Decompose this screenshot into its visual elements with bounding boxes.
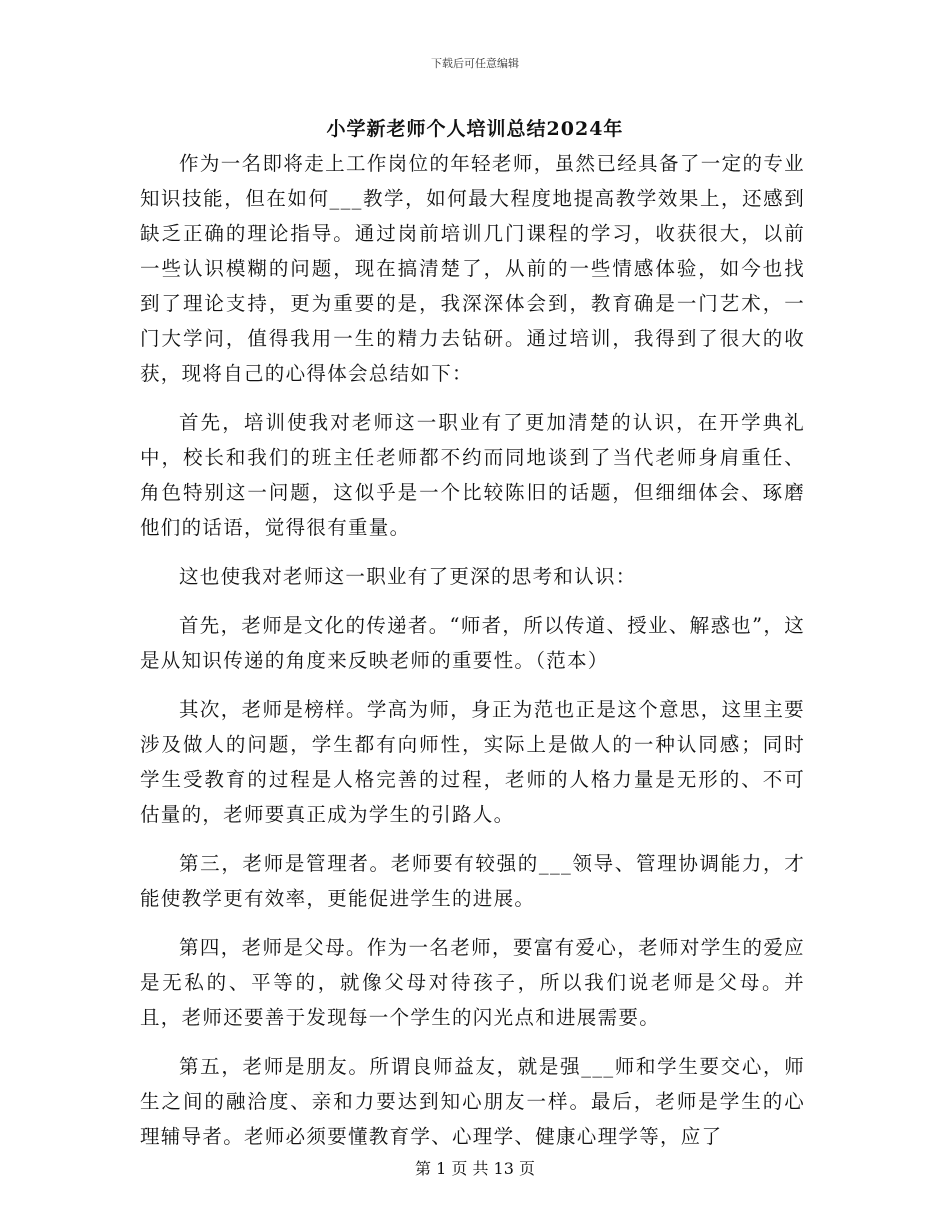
download-note: 下载后可任意编辑 (431, 57, 519, 70)
paragraph-culture-transmitter: 首先，老师是文化的传递者。“师者，所以传道、授业、解惑也”，这是从知识传递的角度来反映老师的重要性。（范本） (140, 614, 805, 672)
document-body (140, 146, 805, 1168)
paragraph-first: 首先，培训使我对老师这一职业有了更加清楚的认识，在开学典礼中，校长和我们的班主任老师都不约而同地谈到了当代老师身肩重任、角色特别这一问题，这似乎是一个比较陈旧的话题，但细细体会、琢磨他们的话语，觉得很有重量。 (140, 411, 805, 539)
paragraph-friend: 第五，老师是朋友。所谓良师益友，就是强___师和学生要交心，师生之间的融洽度、亲和力要达到知心朋友一样。最后，老师是学生的心理辅导者。老师必须要懂教育学、心理学、健康心理学等，应了 (140, 1055, 805, 1148)
paragraph-role-model: 其次，老师是榜样。学高为师，身正为范也正是这个意思，这里主要涉及做人的问题，学生都有向师性，实际上是做人的一种认同感；同时学生受教育的过程是人格完善的过程，老师的人格力量是无形的、不可估量的，老师要真正成为学生的引路人。 (140, 698, 805, 826)
paragraph-intro: 作为一名即将走上工作岗位的年轻老师，虽然已经具备了一定的专业知识技能，但在如何___教学，如何最大程度地提高教学效果上，还感到缺乏正确的理论指导。通过岗前培训几门课程的学习，收获很大，以前一些认识模糊的问题，现在搞清楚了，从前的一些情感体验，如今也找到了理论支持，更为重要的是，我深深体会到，教育确是一门艺术，一门大学问，值得我用一生的精力去钻研。通过培训，我得到了很大的收获，现将自己的心得体会总结如下： (140, 152, 805, 385)
page-number: 第 1 页 共 13 页 (415, 1159, 535, 1178)
paragraph-parent: 第四，老师是父母。作为一名老师，要富有爱心，老师对学生的爱应是无私的、平等的，就像父母对待孩子，所以我们说老师是父母。并且，老师还要善于发现每一个学生的闪光点和进展需要。 (140, 936, 805, 1029)
document-title: 小学新老师个人培训总结2024年 (326, 118, 624, 140)
paragraph-reflection: 这也使我对老师这一职业有了更深的思考和认识： (179, 565, 637, 588)
paragraph-manager: 第三，老师是管理者。老师要有较强的___领导、管理协调能力，才能使教学更有效率，更能促进学生的进展。 (140, 852, 805, 910)
